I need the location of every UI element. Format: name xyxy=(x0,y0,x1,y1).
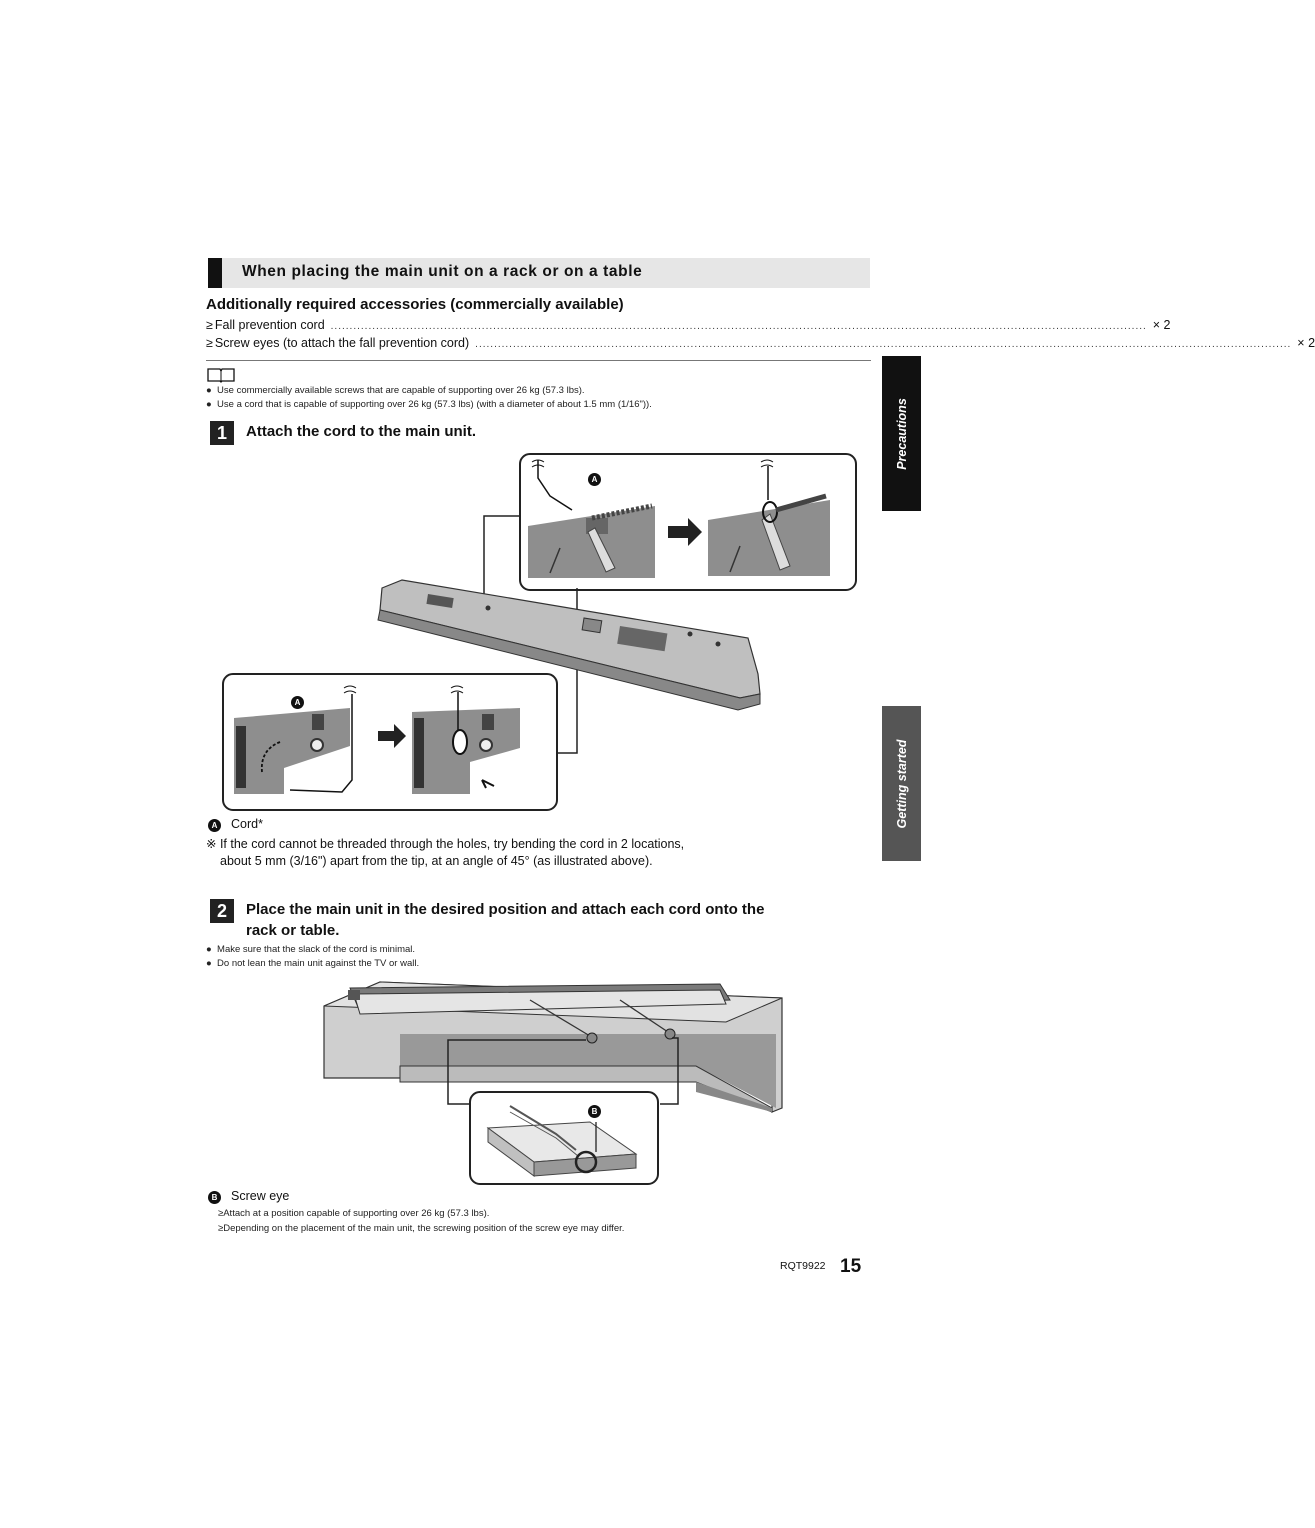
side-tab-getting-started[interactable] xyxy=(882,706,921,861)
callout-b-badge: B xyxy=(588,1105,601,1118)
page-number: 15 xyxy=(840,1256,862,1277)
screw-eye-label: Screw eye xyxy=(231,1189,290,1203)
accessory-item xyxy=(206,318,1171,334)
note-text: Use commercially available screws that are capable of supporting over 26 kg (57.3 lbs). xyxy=(217,385,585,396)
step-title-continued: rack or table. xyxy=(246,922,340,939)
leader-dots: ........................................................................................................................................................................................................................ xyxy=(475,339,1292,350)
section-header xyxy=(208,258,870,288)
bullet: ≥ xyxy=(206,336,213,350)
cord-note-line: about 5 mm (3/16") apart from the tip, at an angle of 45° (as illustrated above). xyxy=(220,854,653,868)
screw-eye-note: ≥Attach at a position capable of supporting over 26 kg (57.3 lbs). xyxy=(218,1208,490,1219)
accessory-qty: × 2 xyxy=(1297,336,1315,350)
bullet: ≥ xyxy=(206,318,213,332)
rack-illustration xyxy=(320,982,786,1188)
cord-label: Cord* xyxy=(231,817,263,831)
side-tab-precautions[interactable] xyxy=(882,356,921,511)
side-tab-label: Getting started xyxy=(894,739,909,828)
callout-b-badge: B xyxy=(208,1191,221,1204)
accessories-heading: Additionally required accessories (commercially available) xyxy=(206,296,624,313)
cord-attachment-illustration xyxy=(220,448,865,816)
book-icon xyxy=(206,367,236,383)
accessory-qty: × 2 xyxy=(1152,318,1171,332)
section-marker xyxy=(208,258,222,288)
note-text: Make sure that the slack of the cord is minimal. xyxy=(217,944,416,955)
note-item: ● Use a cord that is capable of supporting over 26 kg (57.3 lbs) (with a diameter of about 1.5 mm (1/16")). xyxy=(206,399,652,410)
side-tab-label: Precautions xyxy=(894,397,909,470)
screw-eye-note: ≥Depending on the placement of the main unit, the screwing position of the screw eye may differ. xyxy=(218,1223,625,1234)
callout-a-badge: A xyxy=(588,473,601,486)
note-text: Do not lean the main unit against the TV or wall. xyxy=(217,958,420,969)
section-title: When placing the main unit on a rack or on a table xyxy=(242,263,643,280)
accessory-label: Fall prevention cord xyxy=(214,318,325,332)
step-number: 1 xyxy=(210,421,234,445)
note-text: Use a cord that is capable of supporting over 26 kg (57.3 lbs) (with a diameter of about 1.5 mm (1/16")). xyxy=(217,399,652,410)
accessory-label: Screw eyes (to attach the fall prevention cord) xyxy=(214,336,470,350)
step-title: Attach the cord to the main unit. xyxy=(246,423,477,440)
note-item: ● Do not lean the main unit against the TV or wall. xyxy=(206,958,420,969)
cord-note: ※ If the cord cannot be threaded through the holes, try bending the cord in 2 locations, xyxy=(206,837,685,851)
leader-dots: ........................................................................................................................................................................................................................ xyxy=(330,321,1147,332)
cord-note-line: If the cord cannot be threaded through the holes, try bending the cord in 2 locations, xyxy=(219,837,685,851)
note-item: ● Make sure that the slack of the cord is minimal. xyxy=(206,944,416,955)
step-title: Place the main unit in the desired position and attach each cord onto the xyxy=(246,901,765,918)
divider xyxy=(206,360,871,361)
note-item: ● Use commercially available screws that are capable of supporting over 26 kg (57.3 lbs). xyxy=(206,385,585,396)
callout-a-badge: A xyxy=(208,819,221,832)
callout-a-badge: A xyxy=(291,696,304,709)
model-code: RQT9922 xyxy=(780,1260,826,1272)
accessory-item xyxy=(206,336,1315,352)
step-number: 2 xyxy=(210,899,234,923)
